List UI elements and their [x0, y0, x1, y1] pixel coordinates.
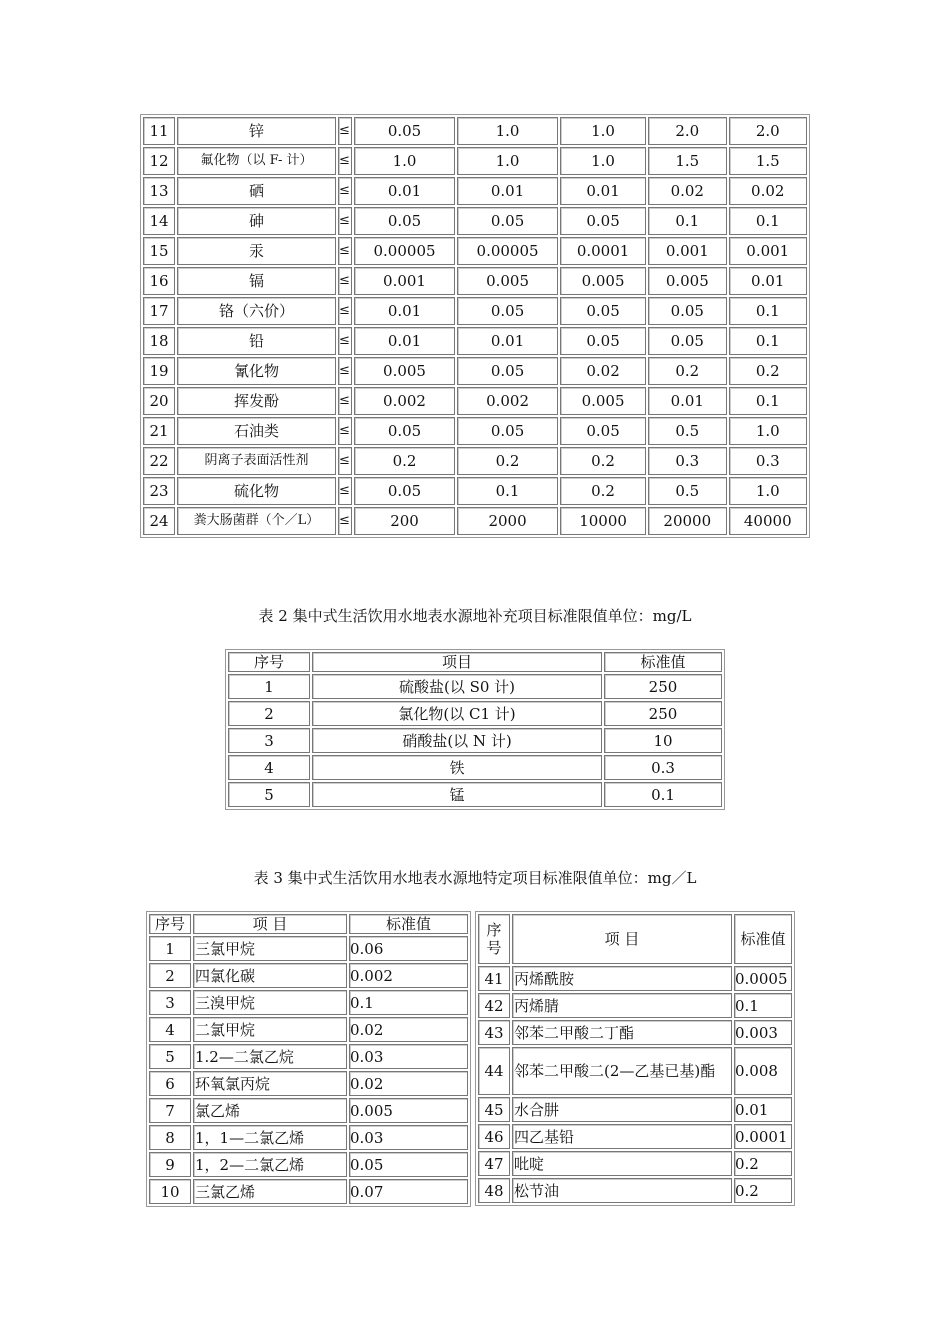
- limit-value: 0.3: [729, 447, 807, 475]
- item-name: 阴离子表面活性剂: [177, 447, 336, 475]
- less-equal-sign: ≤: [338, 507, 352, 535]
- limit-value: 1.5: [648, 147, 726, 175]
- limit-value: 0.2: [729, 357, 807, 385]
- header-no: 序号: [228, 652, 310, 672]
- table-row: [228, 782, 722, 807]
- limit-value: 1.0: [560, 117, 646, 145]
- limit-value: 0.1: [729, 327, 807, 355]
- item-name: 1.2—二氯乙烷: [193, 1044, 347, 1069]
- header-item: 项 目: [193, 914, 347, 934]
- row-number: 48: [478, 1178, 510, 1203]
- table-row: [478, 1178, 792, 1203]
- limit-value: 10000: [560, 507, 646, 535]
- item-name: 三氯乙烯: [193, 1179, 347, 1204]
- standard-value: 250: [604, 674, 722, 699]
- limit-value: 0.005: [560, 267, 646, 295]
- row-number: 14: [143, 207, 175, 235]
- item-name: 四乙基铅: [512, 1124, 732, 1149]
- row-number: 4: [228, 755, 310, 780]
- table2-header-row: [228, 652, 722, 672]
- standard-value: 0.0001: [734, 1124, 792, 1149]
- row-number: 2: [149, 963, 191, 988]
- item-name: 丙烯酰胺: [512, 966, 732, 991]
- table-row: [149, 1098, 468, 1123]
- table-row: [149, 1071, 468, 1096]
- row-number: 45: [478, 1097, 510, 1122]
- standard-value: 0.02: [349, 1071, 468, 1096]
- item-name: 三溴甲烷: [193, 990, 347, 1015]
- less-equal-sign: ≤: [338, 147, 352, 175]
- item-name: 硫化物: [177, 477, 336, 505]
- limit-value: 0.1: [648, 207, 726, 235]
- row-number: 13: [143, 177, 175, 205]
- less-equal-sign: ≤: [338, 297, 352, 325]
- row-number: 8: [149, 1125, 191, 1150]
- row-number: 23: [143, 477, 175, 505]
- limit-value: 0.1: [729, 387, 807, 415]
- table-row: [149, 963, 468, 988]
- header-no: [478, 914, 510, 964]
- limit-value: 1.0: [354, 147, 455, 175]
- row-number: 2: [228, 701, 310, 726]
- row-number: 42: [478, 993, 510, 1018]
- item-name: 氟化物（以 F- 计）: [177, 147, 336, 175]
- table2-caption: 表 2 集中式生活饮用水地表水源地补充项目标准限值单位：mg/L: [258, 607, 692, 625]
- limit-value: 0.005: [457, 267, 558, 295]
- standard-value: 0.2: [734, 1178, 792, 1203]
- limit-value: 0.2: [560, 477, 646, 505]
- item-name: 1，1—二氯乙烯: [193, 1125, 347, 1150]
- row-number: 19: [143, 357, 175, 385]
- standard-value: 0.05: [349, 1152, 468, 1177]
- standard-value: 0.002: [349, 963, 468, 988]
- item-name: 镉: [177, 267, 336, 295]
- row-number: 11: [143, 117, 175, 145]
- less-equal-sign: ≤: [338, 327, 352, 355]
- limit-value: 1.5: [729, 147, 807, 175]
- header-item: 项目: [312, 652, 602, 672]
- table3-caption: 表 3 集中式生活饮用水地表水源地特定项目标准限值单位：mg／L: [253, 869, 697, 887]
- row-number: 43: [478, 1020, 510, 1045]
- less-equal-sign: ≤: [338, 117, 352, 145]
- limit-value: 2000: [457, 507, 558, 535]
- table-row: [478, 966, 792, 991]
- limit-value: 0.01: [354, 297, 455, 325]
- item-name: 石油类: [177, 417, 336, 445]
- item-name: 硒: [177, 177, 336, 205]
- item-name: 锰: [312, 782, 602, 807]
- standard-value: 0.07: [349, 1179, 468, 1204]
- table-row: [149, 1044, 468, 1069]
- limit-value: 0.2: [354, 447, 455, 475]
- table-row: [478, 1151, 792, 1176]
- limit-value: 0.002: [354, 387, 455, 415]
- header-no-text: 序号: [486, 921, 502, 957]
- table-row: [228, 674, 722, 699]
- limit-value: 0.02: [648, 177, 726, 205]
- limit-value: 0.01: [457, 327, 558, 355]
- limit-value: 0.01: [729, 267, 807, 295]
- less-equal-sign: ≤: [338, 417, 352, 445]
- item-name: 邻苯二甲酸二丁酯: [512, 1020, 732, 1045]
- row-number: 7: [149, 1098, 191, 1123]
- limit-value: 0.02: [729, 177, 807, 205]
- item-name: 氰化物: [177, 357, 336, 385]
- limit-value: 1.0: [457, 117, 558, 145]
- limit-value: 0.05: [354, 417, 455, 445]
- limit-value: 0.01: [354, 327, 455, 355]
- header-standard: 标准值: [604, 652, 722, 672]
- table-row: [149, 1179, 468, 1204]
- limit-value: 0.05: [457, 297, 558, 325]
- row-number: 5: [149, 1044, 191, 1069]
- row-number: 41: [478, 966, 510, 991]
- limit-value: 0.1: [457, 477, 558, 505]
- table-row: [143, 237, 807, 265]
- row-number: 20: [143, 387, 175, 415]
- table-row: [143, 417, 807, 445]
- row-number: 15: [143, 237, 175, 265]
- limit-value: 0.05: [457, 207, 558, 235]
- row-number: 47: [478, 1151, 510, 1176]
- table-row: [149, 1125, 468, 1150]
- table3-right-header-row: [478, 914, 792, 964]
- row-number: 18: [143, 327, 175, 355]
- standard-value: 10: [604, 728, 722, 753]
- limit-value: 0.05: [354, 117, 455, 145]
- table1-water-standards: [140, 114, 810, 538]
- limit-value: 1.0: [560, 147, 646, 175]
- limit-value: 0.00005: [457, 237, 558, 265]
- limit-value: 0.2: [457, 447, 558, 475]
- row-number: 24: [143, 507, 175, 535]
- item-name: 氯乙烯: [193, 1098, 347, 1123]
- limit-value: 0.05: [354, 477, 455, 505]
- limit-value: 0.002: [457, 387, 558, 415]
- table-row: [478, 1020, 792, 1045]
- limit-value: 2.0: [648, 117, 726, 145]
- item-name: 硫酸盐(以 S0 计): [312, 674, 602, 699]
- limit-value: 0.05: [560, 207, 646, 235]
- standard-value: 0.008: [734, 1047, 792, 1095]
- limit-value: 40000: [729, 507, 807, 535]
- less-equal-sign: ≤: [338, 267, 352, 295]
- standard-value: 0.003: [734, 1020, 792, 1045]
- row-number: 5: [228, 782, 310, 807]
- table-row: [143, 297, 807, 325]
- limit-value: 0.05: [560, 327, 646, 355]
- standard-value: 0.2: [734, 1151, 792, 1176]
- limit-value: 0.3: [648, 447, 726, 475]
- row-number: 46: [478, 1124, 510, 1149]
- limit-value: 0.05: [648, 297, 726, 325]
- item-name: 水合肼: [512, 1097, 732, 1122]
- limit-value: 0.05: [560, 297, 646, 325]
- limit-value: 0.005: [560, 387, 646, 415]
- table-row: [478, 1097, 792, 1122]
- item-name: 汞: [177, 237, 336, 265]
- item-name: 硝酸盐(以 N 计): [312, 728, 602, 753]
- limit-value: 0.01: [648, 387, 726, 415]
- row-number: 44: [478, 1047, 510, 1095]
- table-row: [149, 990, 468, 1015]
- table-row: [228, 755, 722, 780]
- row-number: 9: [149, 1152, 191, 1177]
- standard-value: 0.03: [349, 1044, 468, 1069]
- row-number: 3: [228, 728, 310, 753]
- table3-right-specific-items: [475, 911, 795, 1206]
- item-name: 挥发酚: [177, 387, 336, 415]
- item-name: 1，2—二氯乙烯: [193, 1152, 347, 1177]
- limit-value: 0.0001: [560, 237, 646, 265]
- less-equal-sign: ≤: [338, 177, 352, 205]
- limit-value: 0.1: [729, 297, 807, 325]
- standard-value: 0.01: [734, 1097, 792, 1122]
- limit-value: 0.2: [648, 357, 726, 385]
- item-name: 铅: [177, 327, 336, 355]
- row-number: 6: [149, 1071, 191, 1096]
- limit-value: 0.005: [354, 357, 455, 385]
- item-name: 松节油: [512, 1178, 732, 1203]
- standard-value: 0.1: [349, 990, 468, 1015]
- table-row: [143, 447, 807, 475]
- header-no: 序号: [149, 914, 191, 934]
- table-row: [143, 117, 807, 145]
- item-name: 铬（六价）: [177, 297, 336, 325]
- table-row: [143, 387, 807, 415]
- less-equal-sign: ≤: [338, 477, 352, 505]
- limit-value: 0.00005: [354, 237, 455, 265]
- item-name: 环氧氯丙烷: [193, 1071, 347, 1096]
- limit-value: 1.0: [729, 417, 807, 445]
- table-row: [228, 701, 722, 726]
- limit-value: 1.0: [729, 477, 807, 505]
- table-row: [478, 1124, 792, 1149]
- limit-value: 0.05: [457, 417, 558, 445]
- table-row: [228, 728, 722, 753]
- table-row: [143, 327, 807, 355]
- row-number: 12: [143, 147, 175, 175]
- standard-value: 0.0005: [734, 966, 792, 991]
- less-equal-sign: ≤: [338, 357, 352, 385]
- table-row: [143, 357, 807, 385]
- limit-value: 0.5: [648, 477, 726, 505]
- limit-value: 0.001: [729, 237, 807, 265]
- limit-value: 0.05: [354, 207, 455, 235]
- header-standard: 标准值: [349, 914, 468, 934]
- standard-value: 0.005: [349, 1098, 468, 1123]
- limit-value: 0.5: [648, 417, 726, 445]
- standard-value: 0.03: [349, 1125, 468, 1150]
- limit-value: 0.001: [354, 267, 455, 295]
- item-name: 锌: [177, 117, 336, 145]
- header-item: 项 目: [512, 914, 732, 964]
- limit-value: 0.2: [560, 447, 646, 475]
- standard-value: 0.1: [734, 993, 792, 1018]
- table-row: [143, 147, 807, 175]
- limit-value: 0.1: [729, 207, 807, 235]
- less-equal-sign: ≤: [338, 207, 352, 235]
- row-number: 3: [149, 990, 191, 1015]
- standard-value: 250: [604, 701, 722, 726]
- table3-left-header-row: [149, 914, 468, 934]
- limit-value: 0.001: [648, 237, 726, 265]
- row-number: 21: [143, 417, 175, 445]
- less-equal-sign: ≤: [338, 237, 352, 265]
- row-number: 1: [149, 936, 191, 961]
- table-row: [143, 177, 807, 205]
- item-name: 粪大肠菌群（个／L）: [177, 507, 336, 535]
- row-number: 16: [143, 267, 175, 295]
- item-name: 吡啶: [512, 1151, 732, 1176]
- table-row: [478, 1047, 792, 1095]
- item-name: 丙烯腈: [512, 993, 732, 1018]
- limit-value: 0.02: [560, 357, 646, 385]
- limit-value: 0.01: [457, 177, 558, 205]
- table-row: [143, 477, 807, 505]
- item-name: 二氯甲烷: [193, 1017, 347, 1042]
- row-number: 10: [149, 1179, 191, 1204]
- row-number: 1: [228, 674, 310, 699]
- limit-value: 0.05: [560, 417, 646, 445]
- less-equal-sign: ≤: [338, 387, 352, 415]
- limit-value: 0.01: [560, 177, 646, 205]
- item-name: 三氯甲烷: [193, 936, 347, 961]
- limit-value: 0.05: [457, 357, 558, 385]
- limit-value: 1.0: [457, 147, 558, 175]
- item-name: 氯化物(以 C1 计): [312, 701, 602, 726]
- standard-value: 0.1: [604, 782, 722, 807]
- table-row: [143, 507, 807, 535]
- row-number: 4: [149, 1017, 191, 1042]
- limit-value: 20000: [648, 507, 726, 535]
- standard-value: 0.06: [349, 936, 468, 961]
- table-row: [149, 1017, 468, 1042]
- standard-value: 0.3: [604, 755, 722, 780]
- header-standard: 标准值: [734, 914, 792, 964]
- item-name: 邻苯二甲酸二(2—乙基已基)酯: [512, 1047, 732, 1095]
- limit-value: 0.005: [648, 267, 726, 295]
- row-number: 22: [143, 447, 175, 475]
- row-number: 17: [143, 297, 175, 325]
- table-row: [478, 993, 792, 1018]
- limit-value: 0.01: [354, 177, 455, 205]
- limit-value: 0.05: [648, 327, 726, 355]
- limit-value: 2.0: [729, 117, 807, 145]
- table-row: [149, 1152, 468, 1177]
- table2-supplementary-items: [225, 649, 725, 810]
- less-equal-sign: ≤: [338, 447, 352, 475]
- item-name: 铁: [312, 755, 602, 780]
- item-name: 砷: [177, 207, 336, 235]
- item-name: 四氯化碳: [193, 963, 347, 988]
- table3-left-specific-items: [146, 911, 471, 1207]
- limit-value: 200: [354, 507, 455, 535]
- table-row: [149, 936, 468, 961]
- table-row: [143, 207, 807, 235]
- standard-value: 0.02: [349, 1017, 468, 1042]
- table-row: [143, 267, 807, 295]
